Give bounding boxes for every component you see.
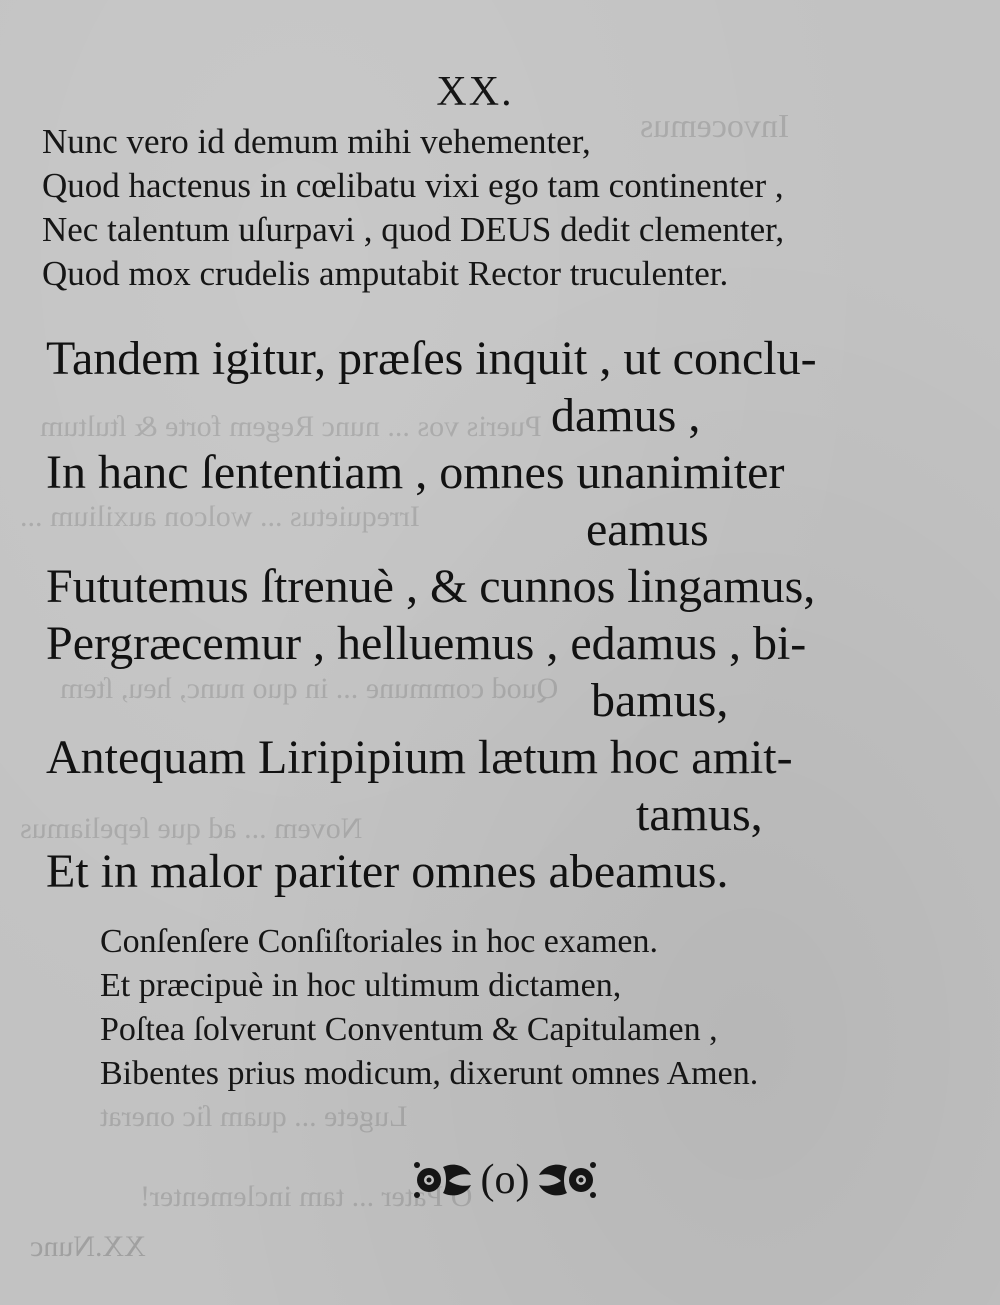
verse-line: Fututemus ſtrenuè , & cunnos lingamus, [46, 560, 816, 613]
show-through-text: Novem ... ad que ſepeliamus [20, 812, 363, 845]
verse-line: Poſtea ſolverunt Conventum & Capitulamen , [100, 1011, 718, 1048]
verse-line: In hanc ſententiam , omnes unanimiter [46, 446, 785, 499]
verse-line: Pergræcemur , helluemus , edamus , bi- [46, 617, 807, 670]
stanza-second [46, 330, 946, 900]
stanza-first [42, 120, 942, 296]
verse-line: Conſenſere Conſiſtoriales in hoc examen. [100, 923, 659, 960]
page-number: XX. [436, 69, 514, 115]
show-through-text: Invocemus [640, 108, 790, 145]
verse-line: Quod hactenus in cœlibatu vixi ego tam continenter , [42, 166, 784, 205]
show-through-text: Pueris vos ... nunc Regem forte & ſtultum [40, 410, 542, 443]
printer-ornament [395, 1150, 615, 1210]
verse-line-continuation: bamus, [591, 674, 729, 727]
mirrored-catchword: XX.Nunc [30, 1230, 146, 1263]
verse-line-continuation: tamus, [636, 788, 763, 841]
verse-line: Tandem igitur, præſes inquit , ut conclu- [46, 332, 817, 385]
verse-line: Nec talentum uſurpavi , quod DEUS dedit clementer, [42, 210, 785, 249]
show-through-text: O Pater ... tam inclementer! [140, 1180, 473, 1213]
verse-line-continuation: eamus [586, 503, 709, 556]
verse-line: Et præcipuè in hoc ultimum dictamen, [100, 967, 622, 1004]
verse-line: Et in malor pariter omnes abeamus. [46, 845, 729, 898]
show-through-text: Quod commune ... in quo nunc, heu, ſtem [60, 672, 559, 705]
verse-line: Quod mox crudelis amputabit Rector truculenter. [42, 254, 729, 293]
verse-line: Bibentes prius modicum, dixerunt omnes Amen. [100, 1055, 759, 1092]
stanza-third [100, 920, 940, 1096]
floral-ornament-left-icon [409, 1157, 475, 1203]
ornament-center-mark: (o) [480, 1157, 530, 1203]
show-through-text: Lugete ... quam ſic onerat [100, 1100, 408, 1133]
verse-line: Nunc vero id demum mihi vehementer, [42, 122, 591, 161]
show-through-text: Irrequietus ... wolcon auxilium ... [20, 500, 420, 533]
verse-line-continuation: damus , [551, 389, 701, 442]
floral-ornament-right-icon [535, 1157, 601, 1203]
verse-line: Antequam Liripipium lætum hoc amit- [46, 731, 793, 784]
